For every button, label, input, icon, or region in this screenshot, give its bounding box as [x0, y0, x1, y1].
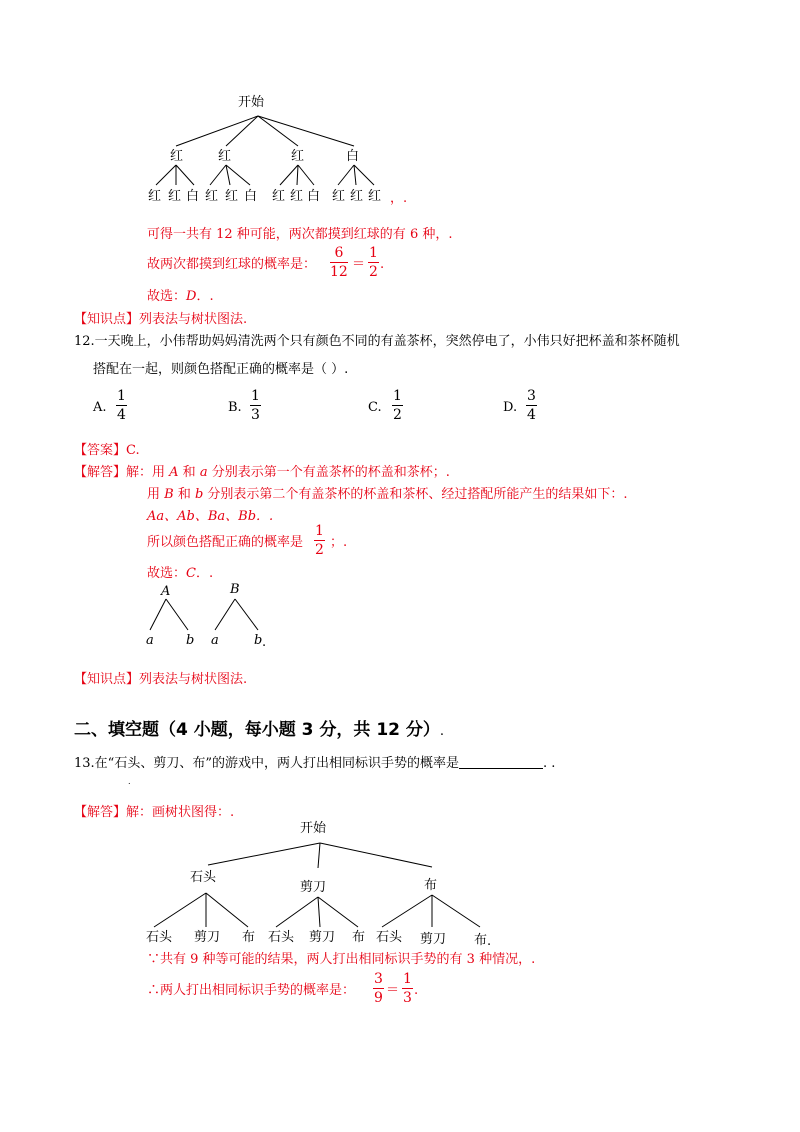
tree3-root: 开始: [300, 821, 327, 836]
q11-knowledge: [74, 313, 247, 326]
q12-option-b-num: 1: [251, 388, 260, 404]
section2-title: 二、填空题（4 小题，每小题 3 分，共 12 分）: [74, 720, 440, 740]
q12-option-b-frac: [250, 389, 261, 422]
q12-option-d-den: 4: [527, 407, 536, 423]
tree2-tail: .: [262, 635, 267, 650]
q12-option-d-frac: [526, 389, 537, 422]
q12-option-a-frac: [116, 389, 127, 422]
q12-option-a-den: 4: [117, 407, 126, 423]
tree1-l1-3: 白: [346, 149, 360, 164]
tree1-leaf-1-0: 红: [205, 189, 219, 204]
tree3-l1-1: 剪刀: [300, 880, 327, 895]
tree1-root: 开始: [238, 95, 265, 110]
q12-answer-text: C.: [126, 443, 140, 458]
q12-option-a-label: A.: [93, 400, 107, 415]
q12-option-b-label: B.: [228, 400, 242, 415]
q12-sol2-d: 分别表示第二个有盖茶杯的杯盖和茶杯、经过搭配所能产生的结果如下：.: [203, 487, 628, 502]
tree1-l1-0: 红: [170, 149, 184, 164]
q12-solution-line4-suffix: ；.: [330, 535, 348, 550]
q12-option-b-den: 3: [251, 407, 260, 423]
tree1-leaf-1-1: 红: [225, 189, 239, 204]
q11-line2-suffix: .: [380, 257, 385, 272]
q12-sol2-b: 和: [173, 487, 195, 502]
tree2-leaf-1-0: a: [211, 633, 219, 648]
tree2-leaf-0-0: a: [146, 633, 154, 648]
tree3-leaf-1-1: 剪刀: [309, 930, 336, 945]
tree2-leaf-0-1: b: [186, 633, 195, 648]
section2-title-tail: .: [439, 724, 445, 739]
section2-heading: [74, 722, 444, 739]
q12-sol1-a: 解：用: [126, 465, 170, 480]
q11-knowledge-text: 列表法与树状图法.: [139, 312, 248, 327]
q12-solution-line1: [74, 466, 450, 479]
tree1-leaf-0-1: 红: [168, 189, 182, 204]
q12-choice-letter: C: [186, 566, 196, 581]
q12-sol2-a: 用: [147, 487, 165, 502]
q12-stem-line1: 12.一天晚上，小伟帮助妈妈清洗两个只有颜色不同的有盖茶杯，突然停电了，小伟只好把杯盖和茶杯随机: [74, 334, 680, 349]
q12-knowledge-tag: 【知识点】: [74, 672, 140, 687]
q13-solution-text: 解：画树状图得：.: [126, 805, 235, 820]
q13-stem-suffix: . .: [542, 756, 556, 771]
q11-frac2-den: 2: [369, 264, 378, 280]
q12-option-c-den: 2: [393, 407, 402, 423]
q12-option-d-label: D.: [503, 400, 518, 415]
tree1-tail: ，.: [390, 191, 408, 206]
q13-frac1: [373, 972, 384, 1005]
tree-diagram-cups: [0, 580, 800, 660]
q12-sol4-num: 1: [315, 523, 324, 539]
q12-sol1-A: A: [169, 465, 179, 480]
q11-line1: 可得一共有 12 种可能，两次都摸到红球的有 6 种，.: [147, 227, 453, 242]
q13-solution-tag: 【解答】: [74, 805, 127, 820]
tree3-l1-0: 石头: [190, 870, 217, 885]
q12-stem-line2: 搭配在一起，则颜色搭配正确的概率是（ ）.: [93, 362, 349, 377]
q12-sol4-den: 2: [315, 542, 324, 558]
q12-sol1-d: 分别表示第一个有盖茶杯的杯盖和茶杯；.: [207, 465, 450, 480]
q11-frac2: [368, 246, 379, 279]
q12-choice-prefix: 故选：: [147, 566, 187, 581]
q11-frac1: [330, 246, 348, 279]
q12-solution-line2: [147, 488, 628, 501]
q11-line2-prefix: 故两次都摸到红球的概率是：: [147, 257, 317, 272]
q12-option-c-label: C.: [368, 400, 382, 415]
tree1-leaf-3-1: 红: [350, 189, 364, 204]
tree1-leaf-2-2: 白: [307, 189, 321, 204]
q13-stem-prefix: 13.在“石头、剪刀、布”的游戏中，两人打出相同标识手势的概率是: [74, 756, 459, 771]
q11-knowledge-tag: 【知识点】: [74, 312, 140, 327]
tree3-leaf-0-1: 剪刀: [194, 930, 221, 945]
q13-eq: ＝: [386, 983, 400, 998]
tree3-leaf-1-0: 石头: [268, 930, 295, 945]
tree2-root-B: B: [230, 582, 240, 597]
q12-answer-tag: 【答案】: [74, 443, 127, 458]
q13-frac2-den: 3: [403, 990, 412, 1006]
q13-line2-suffix: .: [414, 983, 419, 998]
q13-line1: ∵共有 9 种等可能的结果，两人打出相同标识手势的有 3 种情况，.: [147, 952, 536, 967]
q13-stray-dot: .: [128, 777, 131, 786]
q12-sol1-b: 和: [178, 465, 200, 480]
q11-frac1-den: 12: [330, 264, 348, 280]
tree1-l1-1: 红: [218, 149, 232, 164]
q12-option-c-num: 1: [393, 388, 402, 404]
q12-option-d-num: 3: [527, 388, 536, 404]
tree1-leaf-0-0: 红: [148, 189, 162, 204]
q12-solution-tag: 【解答】: [74, 465, 127, 480]
q12-sol1-c: a: [199, 465, 208, 480]
q12-choice-suffix: ．.: [195, 566, 214, 581]
tree-diagram-balls: [0, 0, 800, 230]
q11-frac2-num: 1: [369, 245, 378, 261]
q12-option-a-num: 1: [117, 388, 126, 404]
tree2-root-A: A: [161, 584, 171, 599]
tree1-leaf-2-1: 红: [290, 189, 304, 204]
tree1-l1-2: 红: [291, 149, 305, 164]
q12-solution-frac: [314, 524, 325, 557]
q12-choice: [147, 567, 213, 580]
tree1-leaf-2-0: 红: [272, 189, 286, 204]
tree2-leaf-1-1: b: [254, 633, 263, 648]
q13-frac1-num: 3: [374, 971, 383, 987]
q11-eq: ＝: [352, 257, 366, 272]
q12-solution-line4-prefix: 所以颜色搭配正确的概率是: [147, 535, 304, 550]
q12-sol2-c: b: [194, 487, 204, 502]
tree1-leaf-3-2: 红: [368, 189, 382, 204]
q11-choice-suffix: ．.: [196, 289, 214, 304]
tree-diagram-rps: [0, 815, 800, 955]
tree3-leaf-2-1: 剪刀: [420, 932, 447, 947]
q12-answer: [74, 444, 140, 457]
q13-frac2: [402, 972, 413, 1005]
q12-option-c-frac: [392, 389, 403, 422]
q13-stem: [74, 757, 555, 770]
tree3-tail: .: [487, 934, 492, 949]
q13-line2-prefix: ∴两人打出相同标识手势的概率是：: [147, 983, 356, 998]
tree3-leaf-2-2: 布: [474, 933, 488, 948]
tree1-leaf-1-2: 白: [244, 189, 258, 204]
q12-sol2-B: B: [164, 487, 174, 502]
tree3-leaf-2-0: 石头: [376, 930, 403, 945]
q13-answer-blank: [459, 768, 543, 769]
q11-choice: [147, 290, 214, 303]
q13-frac2-num: 1: [403, 971, 412, 987]
q12-solution-line3: Aa、Ab、Ba、Bb．.: [147, 509, 274, 524]
q11-choice-prefix: 故选：: [147, 289, 187, 304]
tree3-leaf-1-2: 布: [352, 930, 366, 945]
q12-knowledge: [74, 673, 247, 686]
tree1-leaf-3-0: 红: [332, 189, 346, 204]
q12-knowledge-text: 列表法与树状图法.: [139, 672, 248, 687]
q11-choice-letter: D: [186, 289, 197, 304]
tree1-leaf-0-2: 白: [186, 189, 200, 204]
tree3-leaf-0-2: 布: [242, 930, 256, 945]
q11-frac1-num: 6: [334, 245, 344, 261]
tree3-l1-2: 布: [424, 878, 438, 893]
q13-frac1-den: 9: [374, 990, 383, 1006]
tree3-leaf-0-0: 石头: [146, 930, 173, 945]
